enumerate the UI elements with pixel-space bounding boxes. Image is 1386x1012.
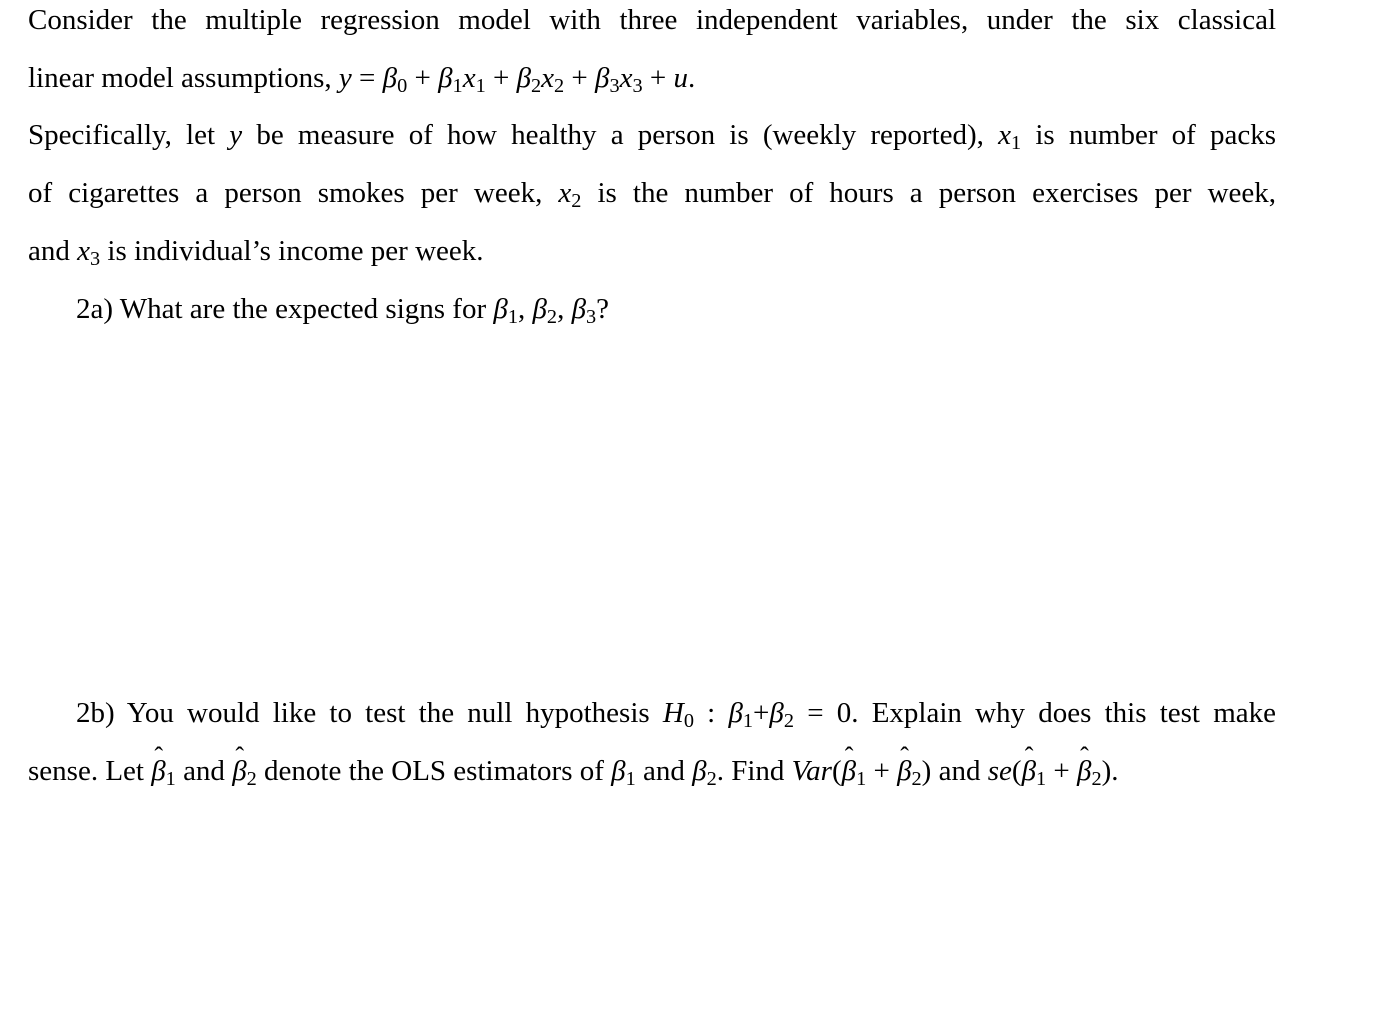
- intro-text: linear model assumptions,: [28, 62, 332, 94]
- standard-error-expression: se(ˆ $\beta_1$ + ˆ $\beta_2$).: [988, 755, 1119, 787]
- eq-equals: =: [359, 62, 376, 94]
- beta1-hat: ˆ $\beta_1$: [151, 755, 176, 787]
- regression-equation: [338, 62, 696, 98]
- eq-period: .: [688, 62, 696, 94]
- eq-plus-3: +: [571, 62, 588, 94]
- intro-line-2: [28, 62, 696, 98]
- spec-line-3: and $x_3$ is individual’s income per week.: [28, 235, 484, 271]
- eq-plus-2: +: [492, 62, 510, 94]
- var-x1: $x_1$: [998, 119, 1022, 155]
- eq-beta3x3: $\beta_3x_3$: [595, 62, 643, 98]
- beta2-hat: ˆ $\beta_2$: [232, 755, 257, 787]
- eq-beta2x2: $\beta_2x_2$: [516, 62, 565, 98]
- null-hypothesis: $H_0$ : $\beta_1+\beta_2 = 0$.: [662, 697, 859, 733]
- variance-expression: Var(ˆ $\beta_1$ + ˆ $\beta_2$): [792, 755, 932, 787]
- eq-beta1x1: $\beta_1x_1$: [438, 62, 486, 98]
- question-2b-line-2: sense. Let ˆ $\beta_1$ and ˆ $\beta_2$ denote the OLS estimators of $\beta_1$ and $\beta_2$. Find Var(ˆ $\beta_1$ + ˆ $\beta_2$) and se(ˆ $\beta_1$ + ˆ $\beta_2$).: [28, 757, 1119, 786]
- intro-line-1: Consider the multiple regression model with three independent variables, under the six classical: [28, 4, 1276, 36]
- spec-line-2: of cigarettes a person smokes per week, $x_2$ is the number of hours a person exercises per week,: [28, 177, 1277, 213]
- eq-plus-4: +: [649, 62, 667, 94]
- question-2b-line-1: 2b) You would like to test the null hypothesis $H_0$ : $\beta_1+\beta_2 = 0$. Explain why does this test make: [76, 697, 1276, 733]
- spec-line-1: Specifically, let y be measure of how healthy a person is (weekly reported), $x_1$ is number of packs: [28, 119, 1277, 155]
- eq-plus-1: +: [414, 62, 431, 94]
- eq-u: u: [673, 62, 688, 94]
- var-y: y: [229, 119, 243, 151]
- var-x2: $x_2$: [558, 177, 582, 213]
- betas-list: $\beta_1$, $\beta_2$, $\beta_3$: [493, 293, 597, 329]
- eq-y: y: [338, 62, 352, 94]
- eq-beta0: $\beta_0$: [382, 62, 408, 98]
- question-2a: 2a) What are the expected signs for $\beta_1$, $\beta_2$, $\beta_3$?: [76, 293, 610, 329]
- var-x3: $x_3$: [77, 235, 101, 271]
